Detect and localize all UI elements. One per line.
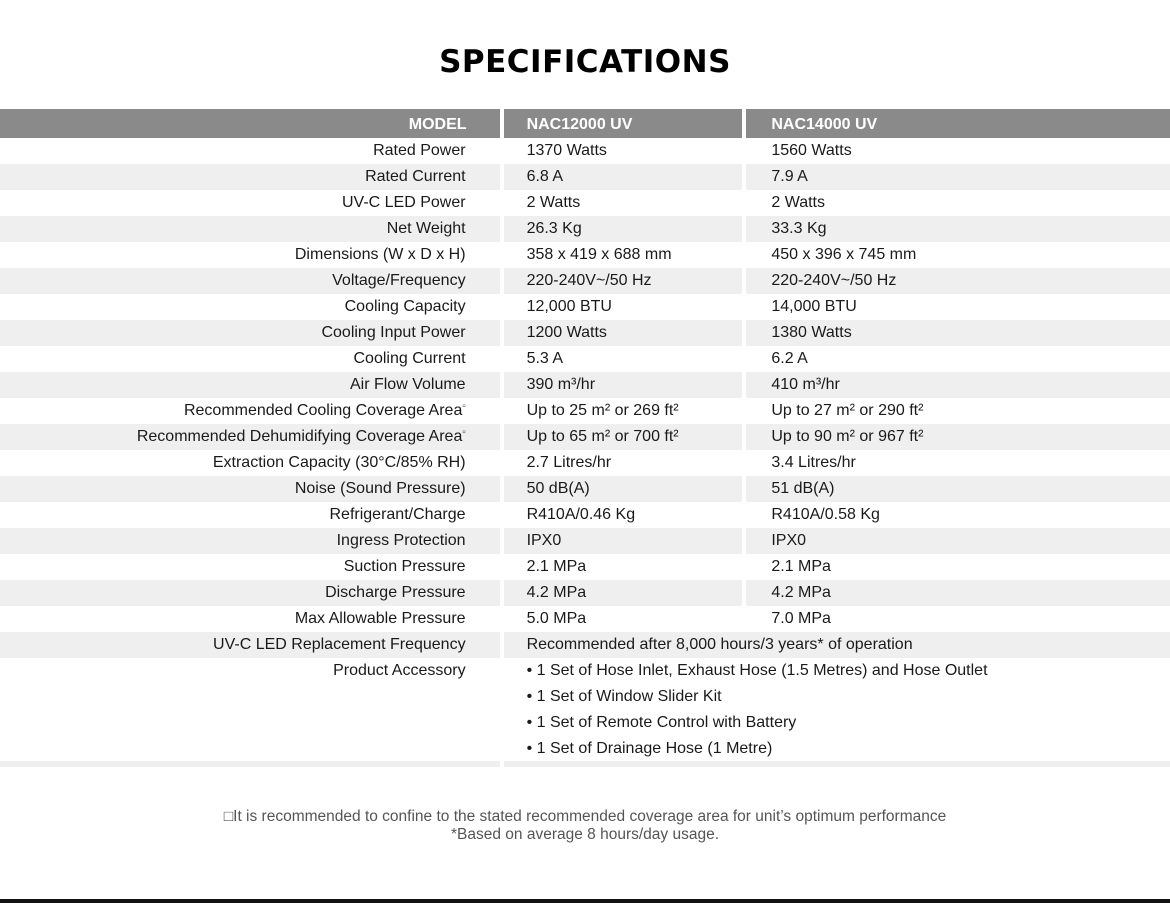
row-value-model-2: 14,000 BTU xyxy=(771,298,857,315)
table-row xyxy=(0,242,1170,268)
row-value-model-1: IPX0 xyxy=(504,528,743,554)
table-row xyxy=(0,190,1170,216)
list-item: • 1 Set of Remote Control with Battery xyxy=(526,714,797,731)
row-label: Refrigerant/Charge xyxy=(329,506,466,523)
header-model-label: MODEL xyxy=(0,109,500,138)
table-row xyxy=(0,372,1170,398)
row-value-model-2: 1560 Watts xyxy=(771,142,852,159)
bottom-divider xyxy=(0,899,1170,903)
table-row xyxy=(0,580,1170,606)
row-value-model-2: 6.2 A xyxy=(771,350,808,367)
footnote-marker: □ xyxy=(223,808,234,825)
row-value-model-1: Up to 25 m² or 269 ft² xyxy=(526,402,679,419)
row-value-model-1: 5.0 MPa xyxy=(526,610,587,627)
table-row xyxy=(0,554,1170,580)
row-label-text: Recommended Cooling Coverage Area xyxy=(183,402,463,419)
row-label xyxy=(0,398,500,424)
row-label xyxy=(0,424,500,450)
row-value-model-2: 7.0 MPa xyxy=(771,610,831,627)
row-value-model-1: 2 Watts xyxy=(526,194,581,211)
footnote-usage: *Based on average 8 hours/day usage. xyxy=(451,826,719,843)
row-label: UV-C LED Replacement Frequency xyxy=(0,632,500,658)
row-label: Max Allowable Pressure xyxy=(294,610,466,627)
table-row xyxy=(0,450,1170,476)
row-value-model-1: 2.7 Litres/hr xyxy=(526,454,612,471)
row-value-model-2: 3.4 Litres/hr xyxy=(771,454,856,471)
row-value-model-1: 12,000 BTU xyxy=(526,298,612,315)
accessory-list xyxy=(504,658,1170,767)
row-label: Suction Pressure xyxy=(343,558,466,575)
table-header-row xyxy=(0,109,1170,138)
coverage-note-marker: ▫ xyxy=(462,400,466,411)
page-title: SPECIFICATIONS xyxy=(439,44,731,80)
row-value-model-1: 1200 Watts xyxy=(504,320,743,346)
row-value-model-2: 410 m³/hr xyxy=(746,372,1170,398)
row-value-model-2: 4.2 MPa xyxy=(746,580,1170,606)
row-label: Product Accessory xyxy=(0,658,500,767)
row-value-model-1: 6.8 A xyxy=(504,164,743,190)
row-label-text: Recommended Dehumidifying Coverage Area xyxy=(136,428,463,445)
row-label: Voltage/Frequency xyxy=(0,268,500,294)
row-value-model-2: 7.9 A xyxy=(746,164,1170,190)
table-row xyxy=(0,424,1170,450)
row-label: Cooling Capacity xyxy=(344,298,466,315)
row-value-model-1: 1370 Watts xyxy=(526,142,607,159)
table-row xyxy=(0,138,1170,164)
table-row xyxy=(0,268,1170,294)
table-row xyxy=(0,528,1170,554)
replacement-frequency-row xyxy=(0,632,1170,658)
table-row xyxy=(0,346,1170,372)
row-value-model-1: 26.3 Kg xyxy=(504,216,743,242)
row-value-model-1: Up to 65 m² or 700 ft² xyxy=(504,424,743,450)
table-row xyxy=(0,398,1170,424)
row-value-model-2: Up to 27 m² or 290 ft² xyxy=(771,402,924,419)
table-row xyxy=(0,216,1170,242)
row-value-model-1: R410A/0.46 Kg xyxy=(526,506,636,523)
list-item: • 1 Set of Window Slider Kit xyxy=(526,688,722,705)
row-value-model-1: 50 dB(A) xyxy=(504,476,743,502)
row-value-model-1: 220-240V~/50 Hz xyxy=(504,268,743,294)
row-value-model-2: 450 x 396 x 745 mm xyxy=(771,246,917,263)
list-item: • 1 Set of Hose Inlet, Exhaust Hose (1.5 Metres) and Hose Outlet xyxy=(526,662,988,679)
table-row xyxy=(0,476,1170,502)
specifications-table xyxy=(0,109,1170,767)
row-value-model-1: 390 m³/hr xyxy=(504,372,743,398)
row-value-model-2: 51 dB(A) xyxy=(746,476,1170,502)
row-value-model-1: 4.2 MPa xyxy=(504,580,743,606)
row-value-model-1: 2.1 MPa xyxy=(526,558,587,575)
row-value-model-2: R410A/0.58 Kg xyxy=(771,506,880,523)
row-value-model-2: 2.1 MPa xyxy=(771,558,831,575)
product-accessory-row xyxy=(0,658,1170,767)
row-label: Air Flow Volume xyxy=(0,372,500,398)
row-label: Discharge Pressure xyxy=(0,580,500,606)
replacement-frequency-value: Recommended after 8,000 hours/3 years* of operation xyxy=(504,632,1170,658)
header-model-2: NAC14000 UV xyxy=(746,109,1170,138)
row-label: Dimensions (W x D x H) xyxy=(294,246,466,263)
list-item: • 1 Set of Drainage Hose (1 Metre) xyxy=(526,740,773,757)
table-row xyxy=(0,164,1170,190)
row-label: Rated Current xyxy=(0,164,500,190)
row-value-model-2: 33.3 Kg xyxy=(746,216,1170,242)
table-row xyxy=(0,294,1170,320)
row-value-model-2: 1380 Watts xyxy=(746,320,1170,346)
table-row xyxy=(0,502,1170,528)
row-value-model-2: 2 Watts xyxy=(771,194,825,211)
row-label: Net Weight xyxy=(0,216,500,242)
row-value-model-2: 220-240V~/50 Hz xyxy=(746,268,1170,294)
row-label: Cooling Input Power xyxy=(0,320,500,346)
table-row xyxy=(0,606,1170,632)
row-label: Ingress Protection xyxy=(0,528,500,554)
coverage-note-marker: ▫ xyxy=(462,426,466,437)
row-label: Cooling Current xyxy=(353,350,466,367)
row-label: Rated Power xyxy=(373,142,466,159)
row-label: UV-C LED Power xyxy=(341,194,466,211)
row-value-model-2: IPX0 xyxy=(746,528,1170,554)
row-value-model-2: Up to 90 m² or 967 ft² xyxy=(746,424,1170,450)
footnotes xyxy=(0,808,1170,844)
header-model-1: NAC12000 UV xyxy=(504,109,743,138)
row-value-model-1: 5.3 A xyxy=(526,350,564,367)
footnote-coverage xyxy=(0,808,1170,826)
row-label: Extraction Capacity (30°C/85% RH) xyxy=(212,454,466,471)
table-row xyxy=(0,320,1170,346)
footnote-coverage-text: It is recommended to confine to the stated recommended coverage area for unit’s optimum performance xyxy=(233,808,947,825)
row-value-model-1: 358 x 419 x 688 mm xyxy=(526,246,672,263)
row-label: Noise (Sound Pressure) xyxy=(0,476,500,502)
